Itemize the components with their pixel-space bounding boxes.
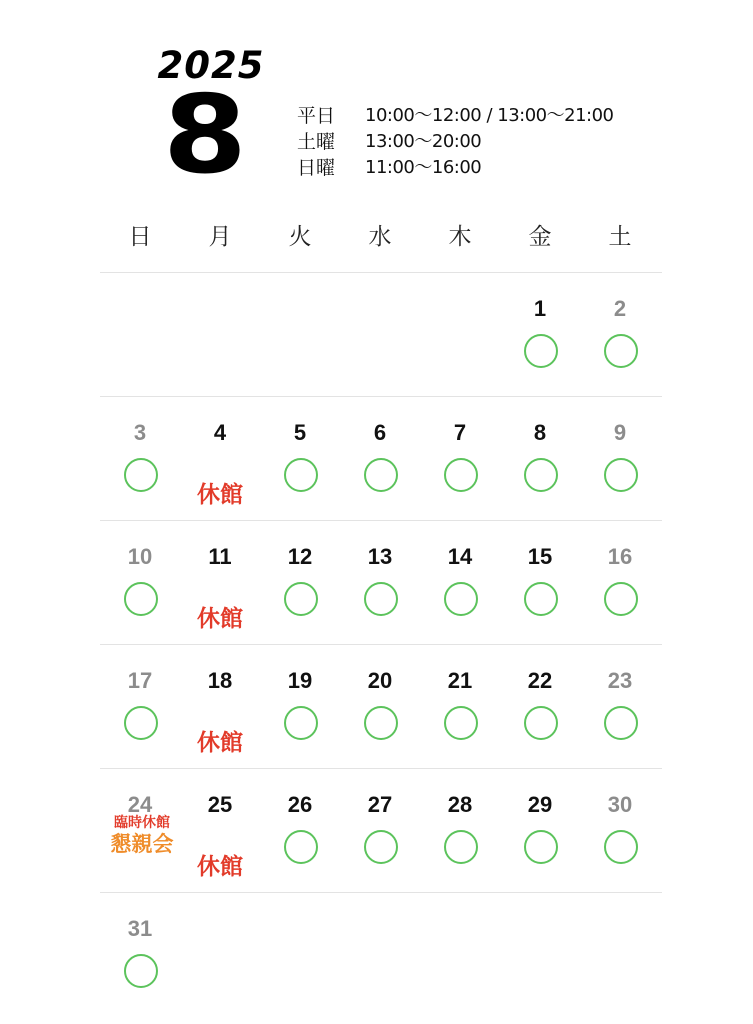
open-circle-icon [124, 582, 158, 616]
open-circle-icon [604, 582, 638, 616]
day-number: 26 [287, 792, 313, 817]
calendar-day[interactable] [260, 770, 340, 894]
calendar-day[interactable] [180, 522, 260, 646]
opening-hours [297, 103, 614, 181]
hours-label: 平日 [297, 105, 336, 127]
calendar-day[interactable] [420, 646, 500, 770]
open-circle-icon [524, 458, 558, 492]
hours-value: 11:00〜16:00 [365, 157, 482, 178]
day-number: 7 [453, 420, 467, 445]
hours-row-saturday [297, 129, 614, 155]
open-circle-icon [364, 706, 398, 740]
open-circle-icon [284, 706, 318, 740]
closed-label: 休館 [197, 482, 243, 508]
calendar-day[interactable] [260, 646, 340, 770]
calendar-day[interactable] [260, 522, 340, 646]
open-circle-icon [604, 458, 638, 492]
calendar-day[interactable] [420, 398, 500, 522]
day-number: 18 [207, 668, 233, 693]
hours-value: 13:00〜20:00 [365, 131, 482, 152]
calendar-day[interactable] [420, 522, 500, 646]
calendar-day[interactable] [580, 398, 660, 522]
calendar-day[interactable] [100, 894, 180, 1018]
hours-row-weekday [297, 103, 614, 129]
day-number: 25 [207, 792, 233, 817]
day-number: 16 [607, 544, 633, 569]
special-closed-label: 臨時休館 [114, 815, 170, 831]
day-number: 3 [133, 420, 147, 445]
closed-label: 休館 [197, 606, 243, 632]
calendar-day[interactable] [500, 398, 580, 522]
open-circle-icon [604, 830, 638, 864]
calendar-day[interactable] [100, 646, 180, 770]
day-number: 19 [287, 668, 313, 693]
open-circle-icon [284, 830, 318, 864]
month-label: 8 [162, 73, 248, 198]
open-circle-icon [124, 458, 158, 492]
calendar-day[interactable] [180, 646, 260, 770]
open-circle-icon [524, 582, 558, 616]
calendar-day[interactable] [100, 770, 180, 894]
calendar-day[interactable] [340, 646, 420, 770]
calendar-day[interactable] [180, 770, 260, 894]
hours-row-sunday [297, 155, 614, 181]
open-circle-icon [124, 954, 158, 988]
day-number: 5 [293, 420, 307, 445]
day-number: 1 [533, 296, 547, 321]
day-number: 8 [533, 420, 547, 445]
day-number: 24 [127, 792, 153, 817]
open-circle-icon [444, 830, 478, 864]
day-number: 21 [447, 668, 473, 693]
day-number: 23 [607, 668, 633, 693]
day-number: 11 [208, 544, 232, 569]
open-circle-icon [524, 334, 558, 368]
open-circle-icon [524, 706, 558, 740]
weekday-fri: 金 [528, 224, 552, 250]
open-circle-icon [524, 830, 558, 864]
hours-label: 日曜 [297, 157, 336, 179]
event-label: 懇親会 [110, 832, 174, 856]
day-number: 31 [127, 916, 153, 941]
closed-label: 休館 [197, 854, 243, 880]
day-number: 10 [127, 544, 153, 569]
day-number: 14 [447, 544, 473, 569]
open-circle-icon [604, 706, 638, 740]
open-circle-icon [284, 458, 318, 492]
weekday-wed: 水 [368, 224, 392, 250]
open-circle-icon [364, 582, 398, 616]
hours-label: 土曜 [297, 131, 336, 153]
row-divider [100, 272, 662, 273]
open-circle-icon [364, 458, 398, 492]
day-number: 13 [367, 544, 393, 569]
calendar-day[interactable] [340, 398, 420, 522]
closed-label: 休館 [197, 730, 243, 756]
weekday-header [100, 218, 660, 260]
calendar-day[interactable] [580, 770, 660, 894]
day-number: 9 [613, 420, 627, 445]
day-number: 2 [613, 296, 627, 321]
weekday-tue: 火 [288, 224, 312, 250]
weekday-sun: 日 [128, 224, 152, 250]
calendar-day[interactable] [500, 274, 580, 398]
calendar-day[interactable] [580, 646, 660, 770]
day-number: 12 [287, 544, 313, 569]
calendar-day[interactable] [500, 522, 580, 646]
calendar-day[interactable] [180, 398, 260, 522]
year-label: 2025 [157, 44, 265, 87]
calendar-day[interactable] [580, 274, 660, 398]
day-number: 17 [127, 668, 153, 693]
calendar-day[interactable] [100, 398, 180, 522]
open-circle-icon [604, 334, 638, 368]
day-number: 20 [367, 668, 393, 693]
open-circle-icon [284, 582, 318, 616]
day-number: 29 [527, 792, 553, 817]
day-number: 6 [373, 420, 387, 445]
day-number: 22 [527, 668, 553, 693]
calendar-day[interactable] [340, 770, 420, 894]
day-number: 27 [367, 792, 393, 817]
open-circle-icon [444, 458, 478, 492]
calendar-day[interactable] [580, 522, 660, 646]
calendar-day[interactable] [500, 770, 580, 894]
day-number: 30 [607, 792, 633, 817]
calendar-day[interactable] [420, 770, 500, 894]
calendar-day[interactable] [260, 398, 340, 522]
calendar-day[interactable] [500, 646, 580, 770]
calendar-day[interactable] [100, 522, 180, 646]
open-circle-icon [444, 582, 478, 616]
weekday-sat: 土 [608, 224, 632, 250]
day-number: 4 [213, 420, 227, 445]
weekday-mon: 月 [208, 224, 232, 250]
open-circle-icon [364, 830, 398, 864]
day-number: 15 [527, 544, 553, 569]
hours-value: 10:00〜12:00 / 13:00〜21:00 [365, 105, 614, 126]
weekday-thu: 木 [448, 224, 472, 250]
day-number: 28 [447, 792, 473, 817]
open-circle-icon [444, 706, 478, 740]
calendar-day[interactable] [340, 522, 420, 646]
open-circle-icon [124, 706, 158, 740]
